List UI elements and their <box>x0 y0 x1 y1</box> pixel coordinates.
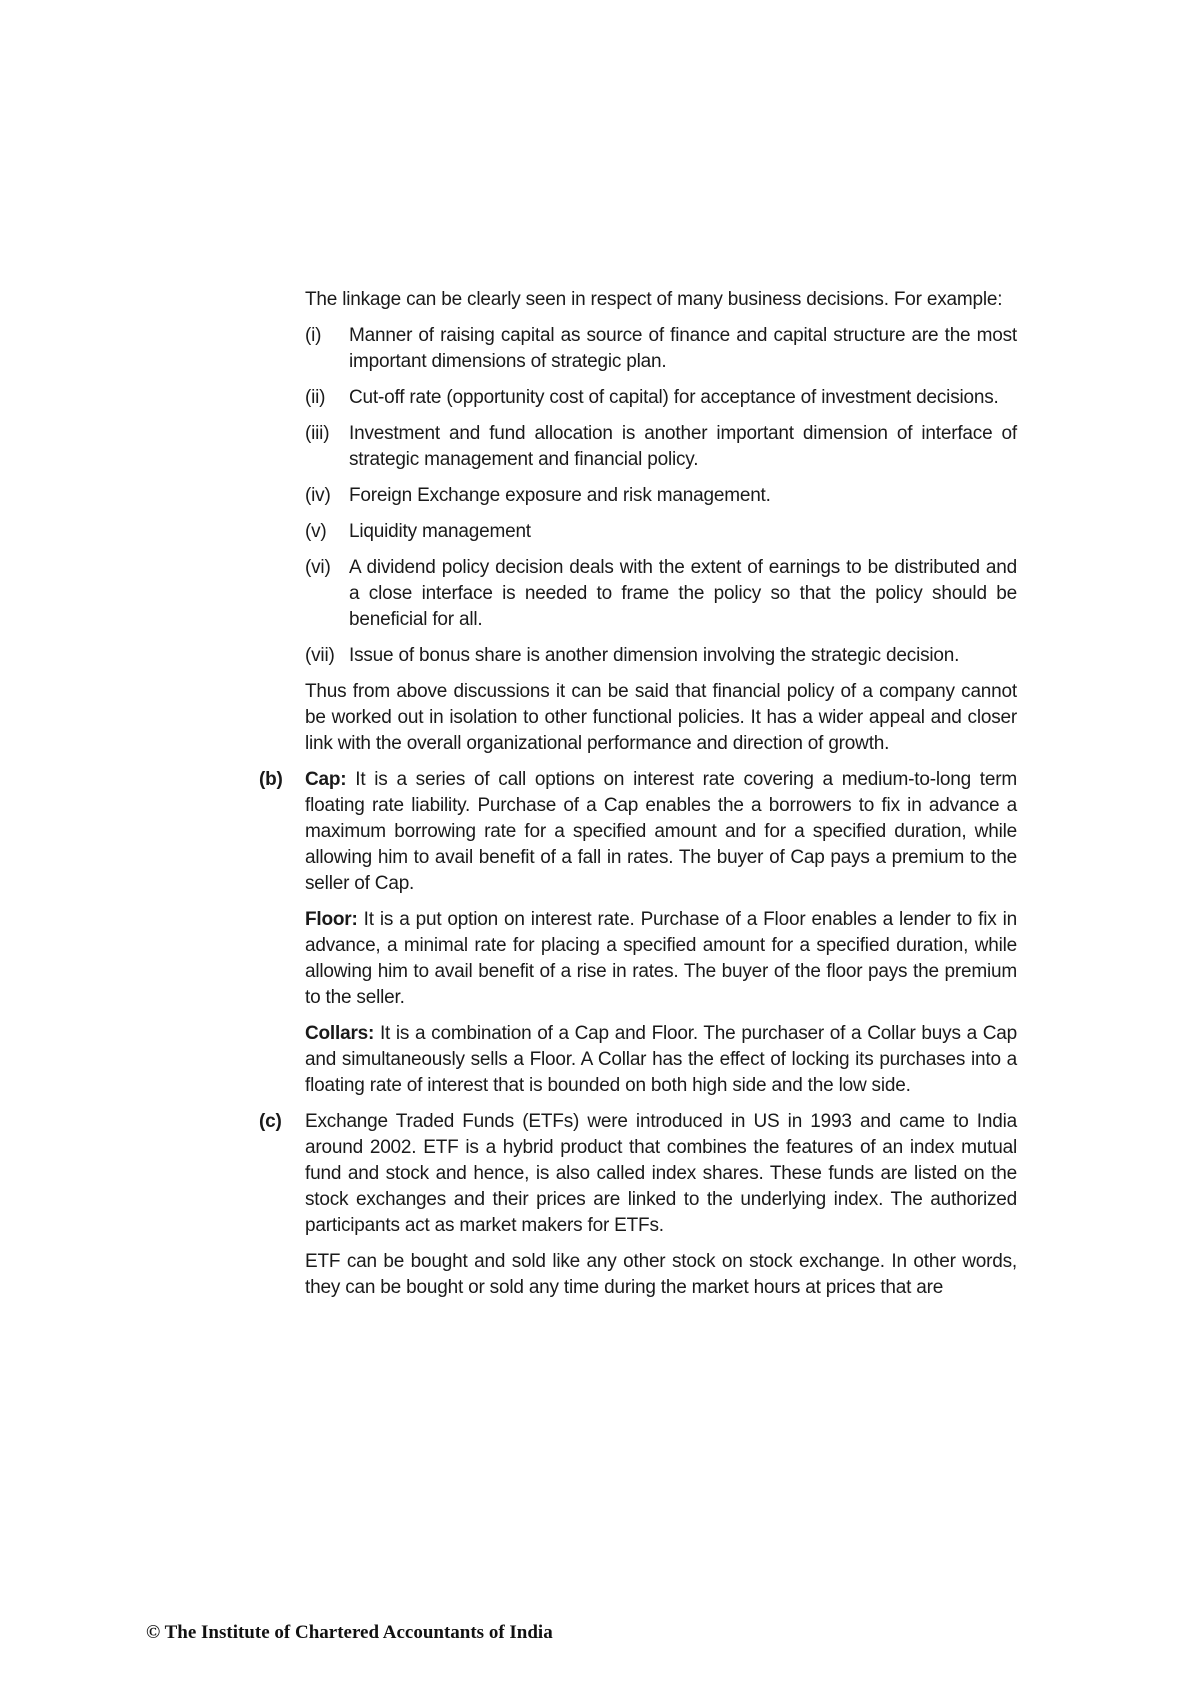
list-item-text: Investment and fund allocation is another important dimension of interface of strategic management and financial policy. <box>349 423 1017 470</box>
list-item-number: (vii) <box>305 645 335 666</box>
list-item-number: (iii) <box>305 423 330 444</box>
etf-paragraph-2: ETF can be bought and sold like any other stock on stock exchange. In other words, they can be bought or sold any time during the market hours at prices that are <box>305 1251 1017 1298</box>
cap-term: Cap: <box>305 769 347 790</box>
intro-paragraph: The linkage can be clearly seen in respect of many business decisions. For example: <box>305 289 1003 310</box>
list-item-text: Liquidity management <box>349 521 531 542</box>
list-item-text: Manner of raising capital as source of finance and capital structure are the most important dimensions of strategic plan. <box>349 325 1017 372</box>
list-item-number: (iv) <box>305 485 331 506</box>
list-item <box>305 643 1017 669</box>
list-item <box>305 519 1017 545</box>
list-item <box>305 421 1017 473</box>
list-item <box>305 385 1017 411</box>
list-item-text: A dividend policy decision deals with the extent of earnings to be distributed and a close interface is needed to frame the policy so that the policy should be beneficial for all. <box>349 557 1017 630</box>
footer-copyright: © The Institute of Chartered Accountants of India <box>146 1622 553 1643</box>
list-item <box>305 483 1017 509</box>
list-item-number: (vi) <box>305 557 331 578</box>
examples-list <box>305 323 1017 669</box>
document-body <box>259 287 1017 1311</box>
floor-term: Floor: <box>305 909 358 930</box>
list-item-text: Foreign Exchange exposure and risk management. <box>349 485 771 506</box>
section-b-label: (b) <box>259 769 283 790</box>
list-item <box>305 555 1017 633</box>
floor-paragraph <box>305 907 1017 1011</box>
floor-text: It is a put option on interest rate. Purchase of a Floor enables a lender to fix in advance, a minimal rate for placing a specified amount for a specified duration, while allowing him to avail benefit of a rise in rates. The buyer of the floor pays the premium to the seller. <box>305 909 1017 1008</box>
collars-term: Collars: <box>305 1023 375 1044</box>
conclusion-paragraph: Thus from above discussions it can be said that financial policy of a company cannot be worked out in isolation to other functional policies. It has a wider appeal and closer link with the overall organizational performance and direction of growth. <box>305 681 1017 754</box>
list-item-number: (v) <box>305 521 327 542</box>
cap-text: It is a series of call options on interest rate covering a medium-to-long term floating rate liability. Purchase of a Cap enables the a borrowers to fix in advance a maximum borrowing rate for a specified amount and for a specified duration, while allowing him to avail benefit of a fall in rates. The buyer of Cap pays a premium to the seller of Cap. <box>305 769 1017 894</box>
cap-paragraph <box>305 767 1017 897</box>
list-item-text: Issue of bonus share is another dimension involving the strategic decision. <box>349 645 960 666</box>
list-item-number: (ii) <box>305 387 326 408</box>
section-b <box>259 767 1017 1099</box>
list-item-text: Cut-off rate (opportunity cost of capital) for acceptance of investment decisions. <box>349 387 999 408</box>
list-item <box>305 323 1017 375</box>
list-item-number: (i) <box>305 325 322 346</box>
collars-text: It is a combination of a Cap and Floor. The purchaser of a Collar buys a Cap and simultaneously sells a Floor. A Collar has the effect of locking its purchases into a floating rate of interest that is bounded on both high side and the low side. <box>305 1023 1017 1096</box>
collars-paragraph <box>305 1021 1017 1099</box>
etf-paragraph-1: Exchange Traded Funds (ETFs) were introduced in US in 1993 and came to India around 2002. ETF is a hybrid product that combines the features of an index mutual fund and stock and hence, is also called index shares. These funds are listed on the stock exchanges and their prices are linked to the underlying index. The authorized participants act as market makers for ETFs. <box>305 1111 1017 1236</box>
section-c <box>259 1109 1017 1301</box>
section-c-label: (c) <box>259 1111 282 1132</box>
